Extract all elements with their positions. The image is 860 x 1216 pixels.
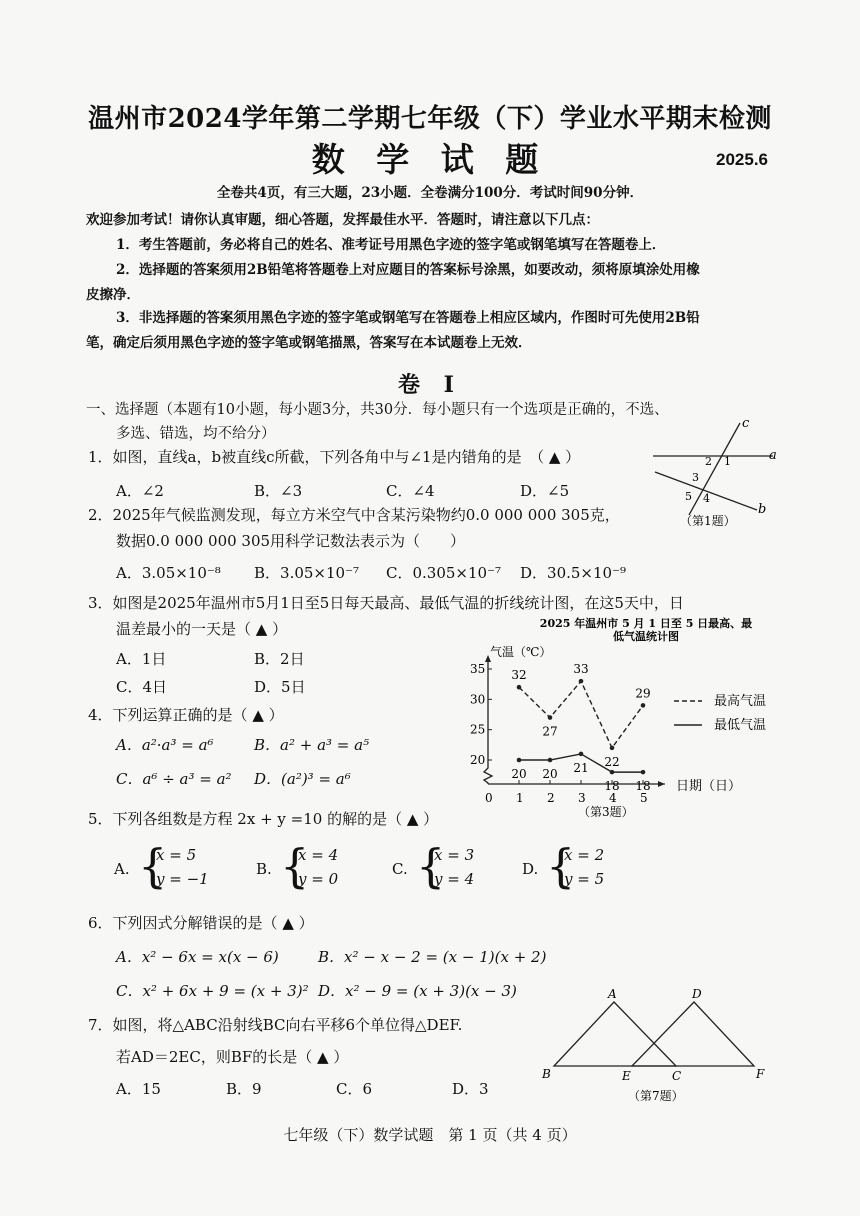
volume-heading: 卷 Ⅰ [398,372,462,398]
x-axis-arrow [658,781,665,787]
angle-2: 2 [705,455,712,468]
section1-heading: 一、选择题（本题有10小题，每小题3分，共30分．每小题只有一个选项是正确的，不选、 [86,402,669,418]
q3-stem-2: 温差最小的一天是（ ▲ ） [116,620,288,638]
q1-caption: （第1题） [680,514,736,528]
x-axis-label: 日期（日） [676,779,742,794]
exam-title: 温州市2024学年第二学期七年级（下）学业水平期末检测 [88,104,772,134]
instruction-3b: 笔，确定后须用黑色字迹的签字笔或钢笔描黑，答案写在本试题卷上无效． [86,335,532,351]
exam-info: 全卷共4页，有三大题，23小题．全卷满分100分．考试时间90分钟． [216,185,644,201]
q5-brace-b: { [280,839,310,893]
q6-option-a: A．x² − 6x = x(x − 6) [116,948,279,966]
instruction-3a: 3．非选择题的答案须用黑色字迹的签字笔或钢笔写在答题卷上相应区域内，作图时可先使用2B铅 [116,310,700,326]
q5-option-a-label: A. [114,860,130,878]
page-footer: 七年级（下）数学试题 第 1 页（共 4 页） [283,1126,577,1144]
q5-option-b-eq1: x = 4 [298,846,339,864]
data-point [517,685,522,690]
x-tick-label: 5 [640,791,648,805]
data-label: 18 [604,779,620,794]
triangle-abc [554,1002,676,1066]
x-tick-label: 1 [516,791,524,805]
q1-figure [645,415,785,535]
data-point [610,746,615,751]
q6-option-b: B．x² − x − 2 = (x − 1)(x + 2) [318,948,547,966]
q7-figure [536,982,776,1106]
angle-3: 3 [692,471,699,484]
data-point [579,679,584,684]
q4-option-d: D．(a²)³ = a⁶ [254,770,351,788]
data-label: 20 [542,767,558,781]
data-point [610,770,615,775]
q6-option-d: D．x² − 9 = (x + 3)(x − 3) [318,982,517,1000]
q3-option-a: A．1日 [116,650,167,668]
angle-5: 5 [685,490,692,503]
data-label: 18 [635,779,651,794]
point-b: B [542,1067,551,1081]
q2-option-b: B．3.05×10⁻⁷ [254,564,360,582]
chart-title-2: 低气温统计图 [613,630,679,643]
q5-option-d-label: D. [522,860,539,878]
series-line-high [519,681,643,748]
q3-chart [456,612,786,822]
q2-option-a: A．3.05×10⁻⁸ [116,564,221,582]
data-point [548,758,553,763]
angle-1: 1 [724,455,731,468]
q5-option-c-eq2: y = 4 [434,870,475,888]
q4-option-b: B．a² + a³ = a⁵ [254,736,370,754]
q3-caption: （第3题） [578,805,634,819]
q7-caption: （第7题） [628,1089,684,1103]
q1-option-d: D．∠5 [520,482,570,500]
data-point [579,752,584,757]
q1-option-c: C．∠4 [386,482,435,500]
x-tick-label: 2 [547,791,555,805]
q7-option-d: D．3 [452,1080,489,1098]
q1-option-a: A．∠2 [116,482,164,500]
angle-4: 4 [703,492,710,505]
label-c: c [742,416,750,431]
q2-stem-1: 2．2025年气候监测发现，每立方米空气中含某污染物约0.0 000 000 305克， [88,506,620,524]
q5-option-c-eq1: x = 3 [434,846,475,864]
welcome-text: 欢迎参加考试！请你认真审题，细心答题，发挥最佳水平．答题时，请注意以下几点： [86,212,599,228]
legend-label-low: 最低气温 [714,718,767,733]
y-axis-label: 气温（℃） [490,645,552,659]
point-a: A [608,987,617,1001]
q5-option-d-eq1: x = 2 [564,846,605,864]
q5-option-b-eq2: y = 0 [298,870,339,888]
legend [674,693,766,733]
q5-option-b-label: B. [256,860,272,878]
q5-brace-a: { [138,839,168,893]
q7-option-b: B．9 [226,1080,262,1098]
q3-option-b: B．2日 [254,650,305,668]
point-e: E [622,1069,631,1083]
x-tick-label: 3 [578,791,586,805]
q5-option-a-eq2: y = −1 [156,870,209,888]
q5-option-d-eq2: y = 5 [564,870,605,888]
q3-stem-1: 3．如图是2025年温州市5月1日至5日每天最高、最低气温的折线统计图，在这5天中，日 [88,594,684,612]
y-tick-label: 25 [470,722,486,737]
x-tick-label: 0 [485,791,493,805]
data-label: 27 [542,724,558,739]
instruction-1: 1．考生答题前，务必将自己的姓名、准考证号用黑色字迹的签字笔或钢笔填写在答题卷上． [116,237,666,253]
y-tick-label: 30 [470,692,486,707]
instruction-2a: 2．选择题的答案须用2B铅笔将答题卷上对应题目的答案标号涂黑，如要改动，须将原填涂处用橡 [116,262,700,278]
q2-stem-2: 数据0.0 000 000 305用科学记数法表示为（ ） [116,532,466,550]
data-label: 33 [573,662,589,677]
label-a: a [769,448,777,463]
q5-option-c-label: C. [392,860,408,878]
data-point [548,715,553,720]
exam-subtitle: 数 学 试 题 [311,140,549,179]
exam-date: 2025.6 [716,150,768,169]
q2-option-c: C．0.305×10⁻⁷ [386,564,502,582]
x-tick-label: 4 [609,791,617,805]
q5-stem: 5．下列各组数是方程 2x + y =10 的解的是（ ▲ ） [88,810,439,828]
point-c: C [672,1069,682,1083]
q2-option-d: D．30.5×10⁻⁹ [520,564,627,582]
data-point [641,770,646,775]
q1-stem: 1．如图，直线a，b被直线c所截，下列各角中与∠1是内错角的是 （ ▲ ） [88,448,581,466]
section1-heading-2: 多选、错选，均不给分） [116,426,276,442]
data-label: 20 [511,767,527,781]
instruction-2b: 皮擦净． [86,287,140,303]
point-f: F [756,1067,765,1081]
data-label: 21 [573,760,589,775]
legend-label-high: 最高气温 [714,694,767,709]
q4-stem: 4．下列运算正确的是（ ▲ ） [88,706,284,724]
q5-option-a-eq1: x = 5 [156,846,197,864]
q7-stem-1: 7．如图，将△ABC沿射线BC向右平移6个单位得△DEF. [88,1016,463,1034]
chart-title-1: 2025 年温州市 5 月 1 日至 5 日最高、最 [539,617,753,630]
q4-option-a: A．a²·a³ = a⁶ [116,736,214,754]
y-tick-label: 35 [470,662,486,676]
data-point [641,703,646,708]
data-label: 29 [635,686,651,701]
data-point [517,758,522,763]
q7-stem-2: 若AD＝2EC，则BF的长是（ ▲ ） [116,1048,349,1066]
data-label: 32 [511,668,527,683]
chart-series [511,662,650,793]
y-tick-label: 20 [470,753,486,767]
q1-option-b: B．∠3 [254,482,303,500]
q7-option-c: C．6 [336,1080,373,1098]
q5-brace-d: { [546,839,576,893]
q5-brace-c: { [416,839,446,893]
q4-option-c: C．a⁶ ÷ a³ = a² [116,770,232,788]
data-label: 22 [604,754,620,769]
triangle-def [632,1002,754,1066]
q6-option-c: C．x² + 6x + 9 = (x + 3)² [116,982,309,1000]
q3-option-d: D．5日 [254,678,306,696]
q3-option-c: C．4日 [116,678,168,696]
point-d: D [692,987,702,1001]
label-b: b [758,502,767,517]
q6-stem: 6．下列因式分解错误的是（ ▲ ） [88,914,314,932]
q7-option-a: A．15 [116,1080,161,1098]
